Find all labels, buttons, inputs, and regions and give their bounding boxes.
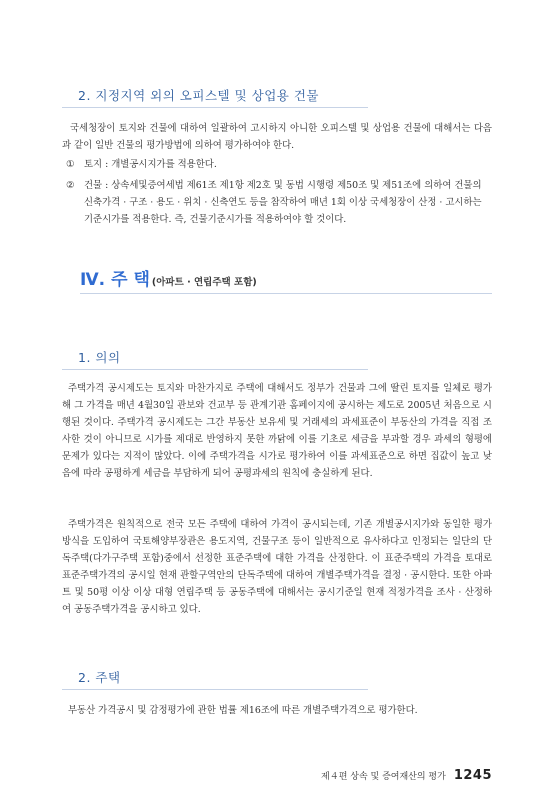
list-item-text: 건물 : 상속세및증여세법 제61조 제1항 제2호 및 동법 시행령 제50조 및 제51조에 의하여 건물의 신축가격 · 구조 · 용도 · 위치 · 신축연도 등을 참작하여 매년 1회 이상 국세청장이 산정 · 고시하는 기준시가를 적용한다. 즉, 건물기준시가를 적용하여야 할 것이다. (84, 180, 482, 225)
list-marker: ② (66, 180, 75, 191)
chapter-number: Ⅳ. (80, 270, 106, 290)
section-heading-non-designated: 2. 지정지역 외의 오피스텔 및 상업용 건물 (62, 86, 368, 108)
list-item-building (66, 177, 492, 228)
list-item-text: 토지 : 개별공시지가를 적용한다. (84, 159, 217, 170)
chapter-heading (80, 265, 492, 294)
list-marker: ① (66, 159, 75, 170)
chapter-subtitle: (아파트 · 연립주택 포함) (151, 277, 257, 288)
meaning-paragraph-1: 주택가격 공시제도는 토지와 마찬가지로 주택에 대해서도 정부가 건물과 그에 딸린 토지를 일체로 평가해 그 가격을 매년 4월30일 관보와 건교부 등 관계기관 홈페이지에 공시하는 제도로 2005년 처음으로 시행된 것이다. 주택가격 공시제도는 그간 부동산 보유세 및 거래세의 과세표준이 부동산의 가격을 직접 조사한 것이 아니므로 시가를 제대로 반영하지 못한 까닭에 이를 기초로 세금을 부과할 경우 과세의 형평에 문제가 있다는 지적이 많았다. 이에 주택가격을 시가로 평가하여 이를 과세표준으로 하면 집값이 높고 낮음에 따라 공평하게 세금을 부담하게 되어 공평과세의 원칙에 충실하게 된다. (62, 383, 492, 479)
section-heading-meaning: 1. 의의 (62, 348, 368, 370)
meaning-paragraph-2: 주택가격은 원칙적으로 전국 모든 주택에 대하여 가격이 공시되는데, 기존 개별공시지가와 동일한 평가방식을 도입하여 국토해양부장관은 용도지역, 건물구조 등이 일반적으로 유사하다고 인정되는 일단의 단독주택(다가구주택 포함)중에서 선정한 표준주택에 대한 가격을 산정한다. 이 표준주택의 가격을 토대로 표준주택가격의 공시일 현재 관할구역안의 단독주택에 대하여 개별주택가격을 결정 · 공시한다. 또한 아파트 및 50평 이상 이상 대형 연립주택 등 공동주택에 대해서는 공시기준일 현재 적정가격을 조사 · 산정하여 공동주택가격을 공시하고 있다. (62, 519, 492, 615)
page-footer (280, 768, 492, 783)
list-item-land (66, 156, 492, 173)
section-intro-paragraph: 국세청장이 토지와 건물에 대하여 일괄하여 고시하지 아니한 오피스텔 및 상업용 건물에 대해서는 다음과 같이 일반 건물의 평가방법에 의하여 평가하여야 한다. (62, 123, 492, 151)
page-number: 1245 (453, 768, 492, 783)
footer-part-title: 제４편 상속 및 증여재산의 평가 (321, 772, 446, 782)
housing-paragraph: 부동산 가격공시 및 감정평가에 관한 법률 제16조에 따른 개별주택가격으로 평가한다. (68, 705, 418, 716)
chapter-title: 주 택 (111, 270, 150, 290)
section-heading-housing: 2. 주택 (62, 668, 368, 690)
